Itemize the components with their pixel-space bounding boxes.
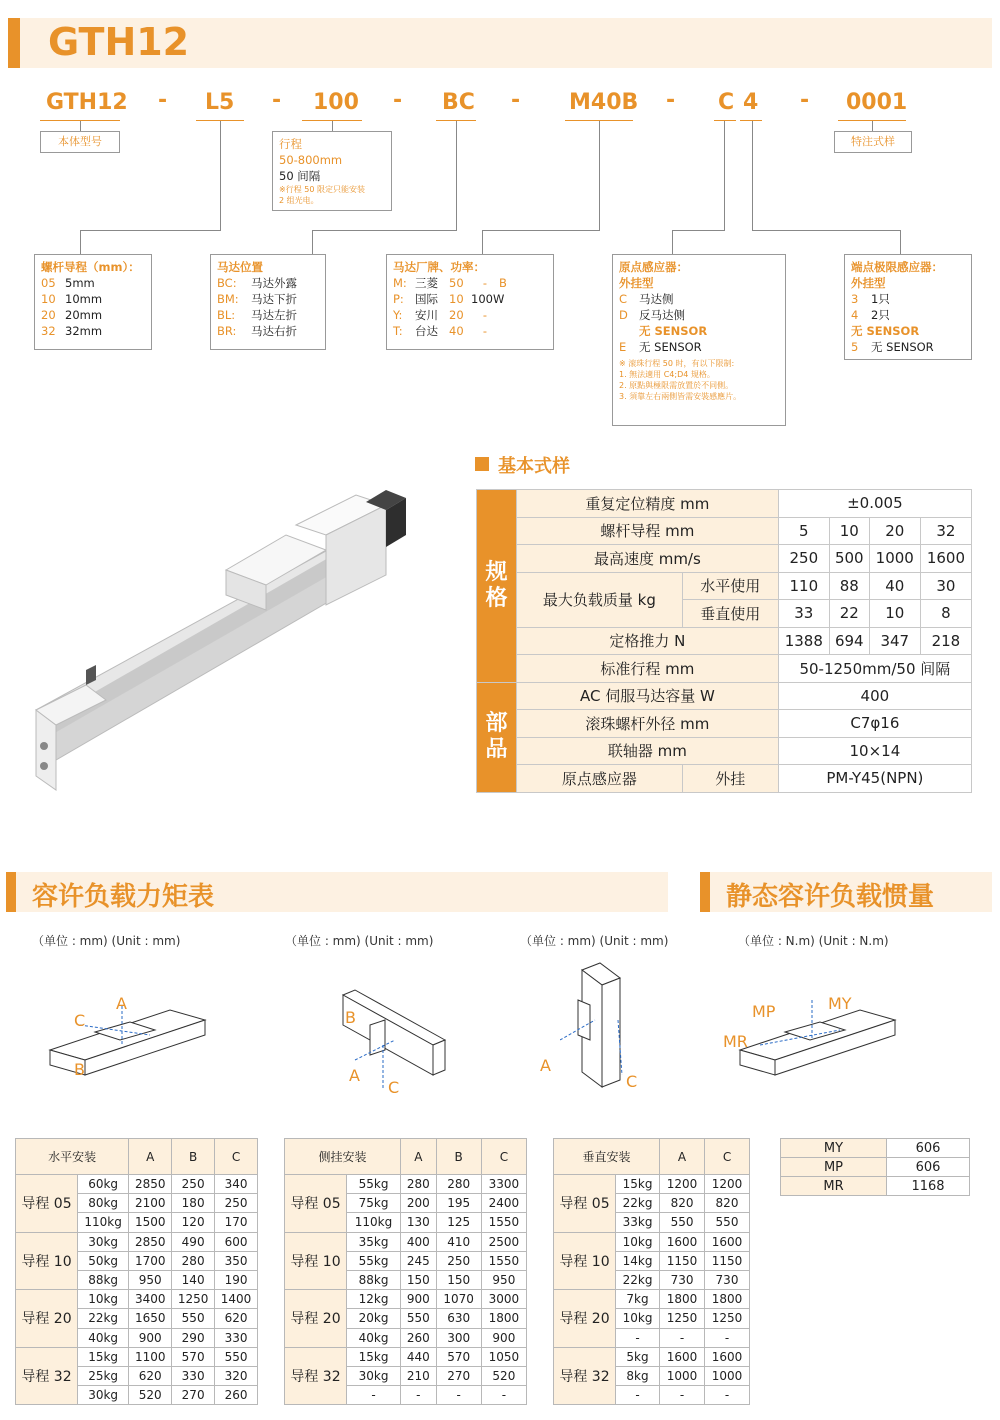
- group-parts: 部品: [477, 682, 517, 792]
- lead-box: 螺杆导程（mm）： 05 5mm 10 10mm 20 20mm 32 32mm: [34, 254, 152, 350]
- origin-title: 原点感应器：: [619, 260, 688, 274]
- code-special: 0001: [846, 90, 908, 115]
- group-spec: 规格: [477, 490, 517, 683]
- code-model: GTH12: [46, 90, 128, 115]
- special-tag: 特注式样: [834, 131, 912, 153]
- code-dash: -: [158, 88, 168, 113]
- page-title: GTH12: [48, 20, 190, 64]
- origin-sub: 外挂型: [619, 276, 654, 290]
- code-limit: 4: [743, 90, 759, 115]
- stroke-range: 50-800mm: [279, 153, 343, 167]
- code-origin: C: [718, 90, 735, 115]
- code-lead: L5: [205, 90, 235, 115]
- code-dash: -: [272, 88, 282, 113]
- unit-label: （单位 : mm) (Unit : mm): [32, 934, 181, 948]
- code-motor: M40B: [569, 90, 639, 115]
- stroke-title: 行程: [279, 137, 302, 151]
- stroke-note-1: ※行程 50 限定只能安装: [279, 185, 365, 194]
- side-load-table: 侧挂安装 A B C 导程 05 55kg 280 280 3300 75kg 200 195 2400 110kg 130 125 1550 导程 10 35kg 400 410 2500 55kg 245 250 1550 88kg 150 150 950 导程 20 12kg 900 1070 3000 20kg 550 630 1800 40kg 260 300 900 导程 32 15kg 440 570 1050 30kg 210 270 520 - - - -: [284, 1138, 527, 1405]
- code-dash: -: [393, 88, 403, 113]
- motor-pos-box: 马达位置 BC: 马达外露 BM: 马达下折 BL: 马达左折 BR: 马达右折: [210, 254, 326, 350]
- inertia-table: MY 606 MP 606 MR 1168: [780, 1138, 970, 1196]
- spec-marker: [475, 457, 489, 471]
- code-dash: -: [800, 88, 810, 113]
- lead-box-title: 螺杆导程（mm）：: [41, 260, 140, 274]
- origin-sensor-box: 原点感应器： 外挂型 C 马达侧 D 反马达侧 无 SENSOR E 无 SENSOR ※ 滚珠行程 50 时，有以下限制: 1. 無法適用 C4;D4 規格。 2. 原點與極限需放置於不同側。 3. 須靠左右兩側皆需安裝感應片。: [612, 254, 786, 426]
- limit-nosensor: 无 SENSOR: [851, 324, 920, 338]
- motor-brand-title: 马达厂牌、功率：: [393, 260, 485, 274]
- motor-brand-box: 马达厂牌、功率： M: 三菱 50 - B P: 国际 10 100W Y: 安川 20 - T: 台达 40 -: [386, 254, 554, 350]
- model-tag: 本体型号: [40, 131, 120, 153]
- stroke-note-2: 2 组光电。: [279, 196, 319, 205]
- unit-label: （单位 : N.m) (Unit : N.m): [738, 934, 889, 948]
- vertical-load-table: 垂直安装 A C 导程 05 15kg 1200 1200 22kg 820 820 33kg 550 550 导程 10 10kg 1600 1600 14kg 1150 1150 22kg 730 730 导程 20 7kg 1800 1800 10kg 1250 1250 - - - 导程 32 5kg 1600 1600 8kg 1000 1000 - - -: [553, 1138, 750, 1405]
- limit-title: 端点极限感应器：: [851, 260, 943, 274]
- actuator-illustration: [26, 480, 446, 800]
- limit-sensor-box: 端点极限感应器： 外挂型 3 1只 4 2只 无 SENSOR 5 无 SENSOR: [844, 254, 972, 360]
- basic-spec-table: 规格 重复定位精度 mm ±0.005 螺杆导程 mm 5 10 20 32 最高速度 mm/s 250 500 1000 1600 最大负载质量 kg 水平使用 110 88 40 30 垂直使用 33 22 10 8 定格推力 N 1388 694 347 218 标准行程 mm 50-1250mm/50 间隔 部品 AC 伺服马达容量 W 400 滚珠螺杆外径 mm C7φ16 联轴器 mm 10×14 原点感应器 外挂 PM-Y45(NPN): [476, 489, 972, 793]
- unit-label: （单位 : mm) (Unit : mm): [285, 934, 434, 948]
- header-accent: [8, 18, 20, 68]
- moment-title: 容许负载力矩表: [32, 882, 215, 912]
- horizontal-load-table: 水平安装 A B C 导程 05 60kg 2850 250 340 80kg 2100 180 250 110kg 1500 120 170 导程 10 30kg 2850 490 600 50kg 1700 280 350 88kg 950 140 190 导程 20 10kg 3400 1250 1400 22kg 1650 550 620 40kg 900 290 330 导程 32 15kg 1100 570 550 25kg 620 330 320 30kg 520 270 260: [15, 1138, 258, 1405]
- unit-label: （单位 : mm) (Unit : mm): [520, 934, 669, 948]
- limit-sub: 外挂型: [851, 276, 886, 290]
- code-dash: -: [511, 88, 521, 113]
- code-stroke: 100: [313, 90, 359, 115]
- code-dash: -: [666, 88, 676, 113]
- stroke-box: [272, 131, 392, 211]
- stroke-step: 50 间隔: [279, 169, 321, 183]
- origin-nosensor: 无 SENSOR: [639, 324, 708, 338]
- static-title: 静态容许负载惯量: [726, 882, 935, 912]
- basic-spec-title: 基本式样: [498, 456, 570, 477]
- motor-pos-title: 马达位置: [217, 260, 263, 274]
- code-motor-pos: BC: [442, 90, 475, 115]
